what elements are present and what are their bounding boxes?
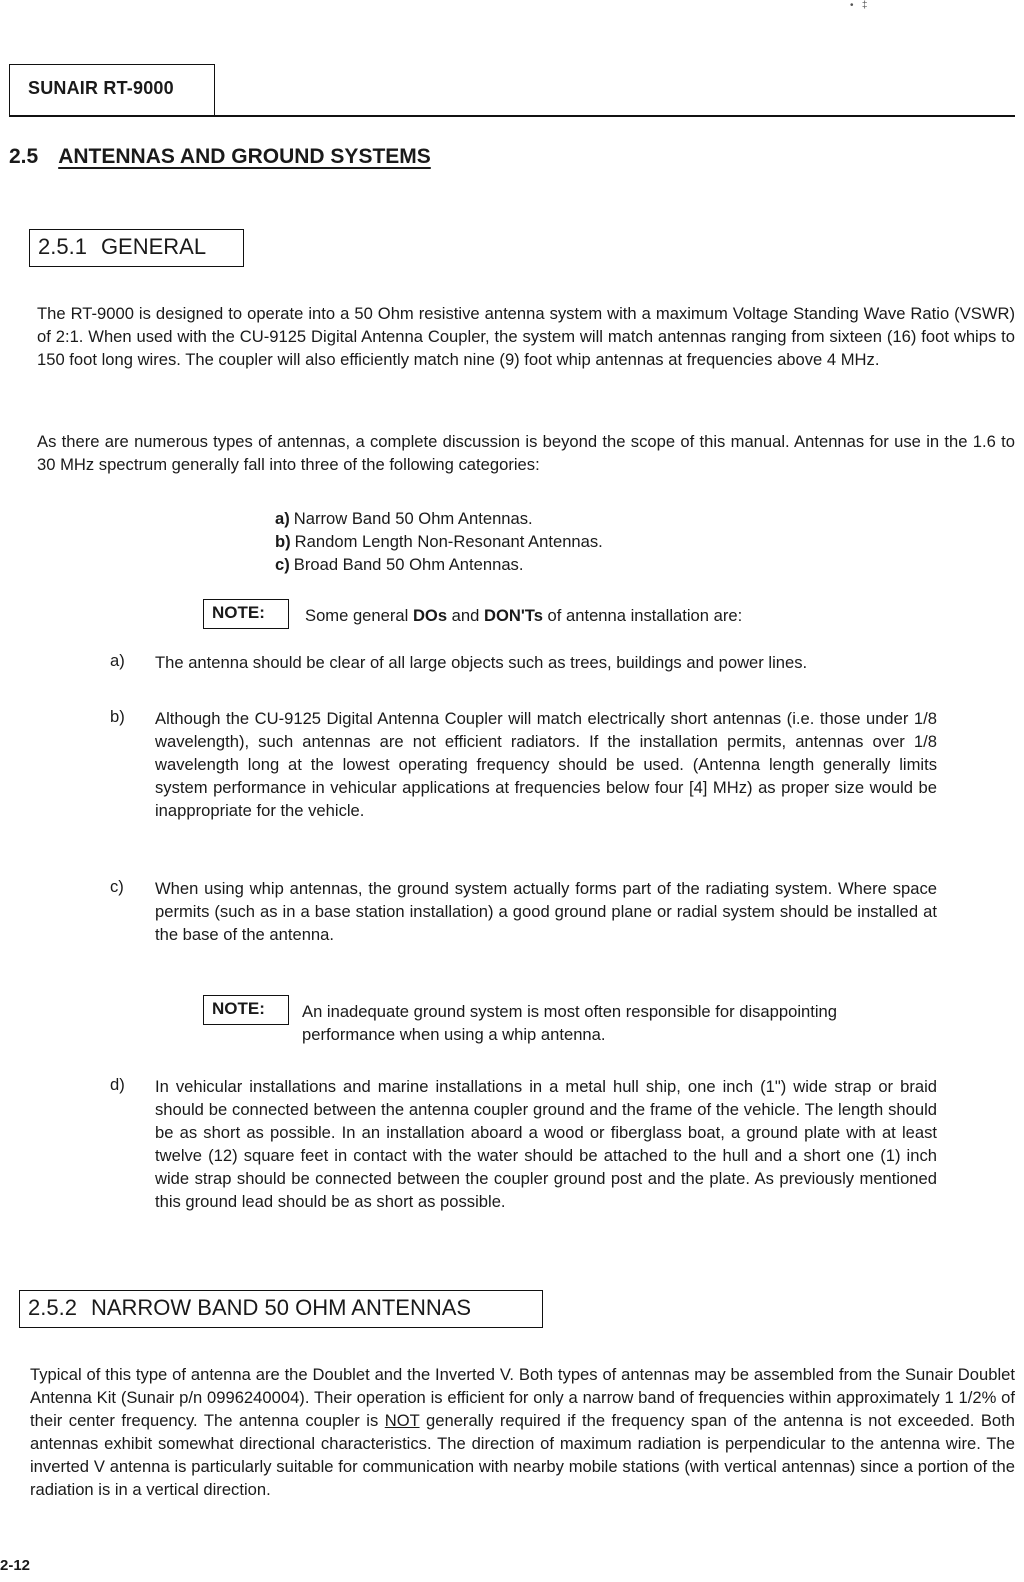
section-title: ANTENNAS AND GROUND SYSTEMS xyxy=(58,145,431,168)
document-header-title: SUNAIR RT-9000 xyxy=(28,78,174,98)
scan-artifact: • ‡ xyxy=(850,0,868,11)
subsection-title: NARROW BAND 50 OHM ANTENNAS xyxy=(90,1295,472,1320)
item-letter: a) xyxy=(110,651,125,670)
note-text: An inadequate ground system is most often responsible for disappointing performance when using a whip antenna. xyxy=(302,1002,838,1044)
general-paragraph-2: As there are numerous types of antennas, a complete discussion is beyond the scope of this manual. Antennas for use in the 1.6 to 30 MHz spectrum generally fall into three of the following categories: xyxy=(37,432,1015,474)
antenna-category-list xyxy=(275,507,603,576)
subsection-number: 2.5.2 xyxy=(28,1295,77,1320)
general-paragraph-1: The RT-9000 is designed to operate into a 50 Ohm resistive antenna system with a maximum Voltage Standing Wave Ratio (VSWR) of 2:1. When used with the CU-9125 Digital Antenna Coupler, the system will match antennas ranging from sixteen (16) foot whips to 150 foot long wires. The coupler will also efficiently match nine (9) foot whip antennas at frequencies above 4 MHz. xyxy=(37,304,1015,369)
note-text: Some general DOs and DON'Ts of antenna installation are: xyxy=(305,606,743,625)
item-text: The antenna should be clear of all large objects such as trees, buildings and power lines. xyxy=(155,653,808,672)
note-label: NOTE: xyxy=(203,995,289,1025)
list-item: a) Narrow Band 50 Ohm Antennas. xyxy=(275,509,533,528)
subsection-number: 2.5.1 xyxy=(38,234,87,259)
subsection-heading-general xyxy=(29,229,244,267)
item-letter: d) xyxy=(110,1075,125,1094)
section-number: 2.5 xyxy=(9,145,39,168)
item-letter: c) xyxy=(110,877,124,896)
section-heading xyxy=(9,145,431,169)
narrow-band-paragraph: Typical of this type of antenna are the Doublet and the Inverted V. Both types of antennas may be assembled from the Sunair Doublet Antenna Kit (Sunair p/n 0996240004). Their operation is efficient for only a narrow band of frequencies within approximately 1 1/2% of their center frequency. The antenna coupler is NOT generally required if the frequency span of the antenna is not exceeded. Both antennas exhibit somewhat directional characteristics. The direction of maximum radiation is perpendicular to the antenna wire. The inverted V antenna is particularly suitable for communication with nearby mobile stations (with vertical antennas) since a portion of the radiation is in a vertical direction. xyxy=(30,1365,1015,1499)
list-item: b) Random Length Non-Resonant Antennas. xyxy=(275,532,603,551)
item-text: When using whip antennas, the ground system actually forms part of the radiating system. Where space permits (such as in a base station installation) a good ground plane or radial system should be installed at the base of the antenna. xyxy=(155,879,937,944)
header-rule xyxy=(9,115,1015,117)
item-letter: b) xyxy=(110,707,125,726)
page-number: 2-12 xyxy=(0,1557,31,1574)
list-item: c) Broad Band 50 Ohm Antennas. xyxy=(275,555,524,574)
subsection-title: GENERAL xyxy=(100,234,207,259)
subsection-heading-narrow-band xyxy=(19,1290,543,1328)
note-label: NOTE: xyxy=(203,599,289,629)
item-text: In vehicular installations and marine installations in a metal hull ship, one inch (1") wide strap or braid should be connected between the antenna coupler ground and the frame of the vehicle. The length should be as short as possible. In an installation aboard a wood or fiberglass boat, a ground plate with at least twelve (12) square feet in contact with the water should be attached to the hull and a short one (1) inch wide strap should be connected between the coupler ground post and the plate. As previously mentioned this ground lead should be as short as possible. xyxy=(155,1077,937,1211)
item-text: Although the CU-9125 Digital Antenna Coupler will match electrically short antennas (i.e. those under 1/8 wavelength), such antennas are not efficient radiators. If the installation permits, antennas over 1/8 wavelength long at the lowest operating frequency should be used. (Antenna length generally limits system performance in vehicular applications at frequencies below four [4] MHz) as proper size would be inappropriate for the vehicle. xyxy=(155,709,937,820)
